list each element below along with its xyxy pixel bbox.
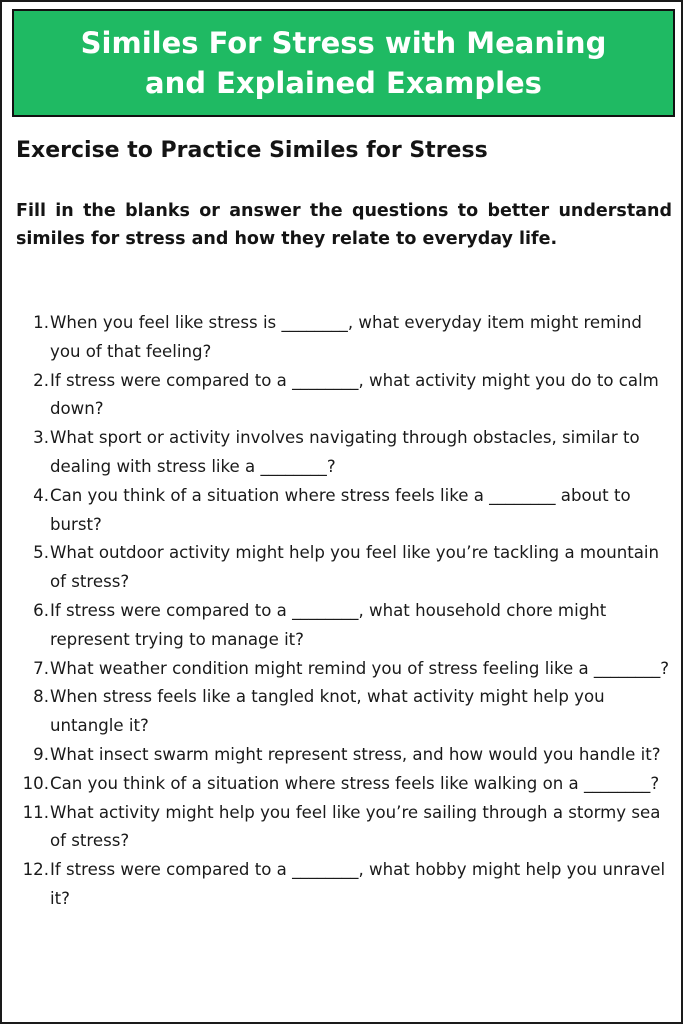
question-item [2,482,683,540]
question-item [2,367,683,425]
question-number: 8. [33,687,49,707]
question-text: What activity might help you feel like you’re sailing through a stormy sea of stress? [50,802,661,851]
question-item [2,309,683,367]
exercise-instructions: Fill in the blanks or answer the questions to better understand similes for stress and how they relate to everyday life. [16,201,672,249]
question-item [2,799,683,857]
question-number: 10. [22,773,49,793]
question-text: If stress were compared to a ________, what hobby might help you unravel it? [50,860,666,908]
question-number: 6. [33,600,49,620]
question-text: If stress were compared to a ________, what activity might you do to calm down? [50,370,659,419]
question-item [2,655,683,684]
question-number: 3. [33,428,49,448]
question-number: 4. [33,485,49,505]
question-number: 11. [22,802,49,822]
title-banner [12,9,675,117]
question-text: What weather condition might remind you of stress feeling like a ________? [50,658,670,678]
question-text: When stress feels like a tangled knot, what activity might help you untangle it? [50,687,605,736]
question-item [2,856,683,914]
question-list [2,309,683,914]
question-text: What sport or activity involves navigating through obstacles, similar to dealing with stress like a ________? [50,428,640,476]
question-item [2,741,683,770]
question-item [2,683,683,741]
question-text: What insect swarm might represent stress, and how would you handle it? [50,744,661,764]
question-number: 2. [33,370,49,390]
question-number: 12. [22,860,49,880]
question-text: If stress were compared to a ________, what household chore might represent trying to manage it? [50,600,607,649]
question-item [2,539,683,597]
question-item [2,770,683,799]
question-text: When you feel like stress is ________, what everyday item might remind you of that feeling? [50,313,642,361]
question-text: What outdoor activity might help you feel like you’re tackling a mountain of stress? [50,543,660,592]
question-item [2,424,683,482]
question-text: Can you think of a situation where stress feels like walking on a ________? [50,773,660,793]
question-number: 9. [33,744,49,764]
question-text: Can you think of a situation where stress feels like a ________ about to burst? [50,485,631,534]
question-number: 7. [33,658,49,678]
question-number: 5. [33,543,49,563]
question-item [2,597,683,655]
page-title: Similes For Stress with Meaning and Explained Examples [80,26,607,100]
question-number: 1. [33,313,49,332]
section-heading: Exercise to Practice Similes for Stress [16,138,488,163]
